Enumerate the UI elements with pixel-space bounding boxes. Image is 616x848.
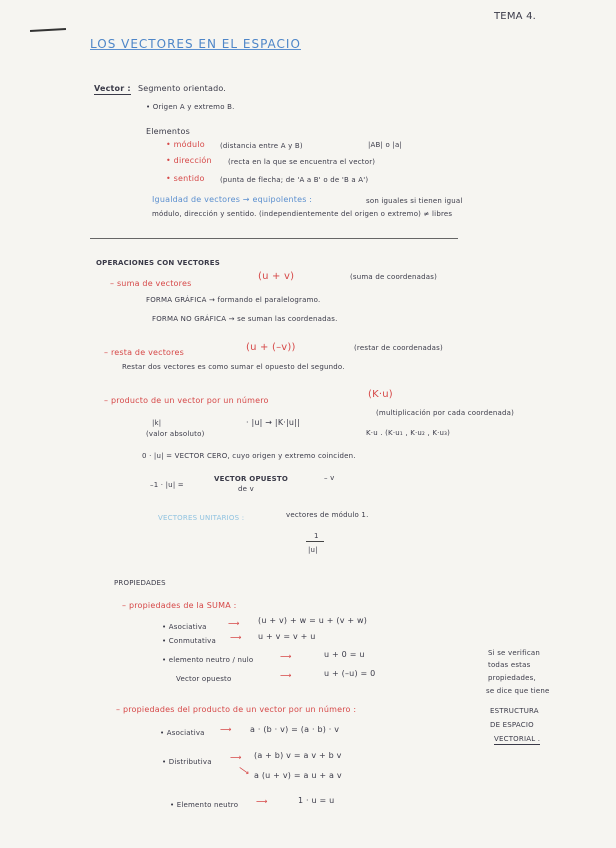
side-note-line: Si se verifican: [488, 649, 541, 657]
producto-props-label: – propiedades del producto de un vector por un número :: [116, 705, 357, 714]
opuesto-prop-formula: u + (–u) = 0: [324, 669, 376, 678]
equality-text2: módulo, dirección y sentido. (independientemente del origen o extremo) ≠ libres: [152, 210, 453, 218]
asociativa-prod-name: • Asociativa: [160, 729, 205, 737]
suma-note: (suma de coordenadas): [350, 273, 438, 281]
resta-desc: Restar dos vectores es como sumar el opuesto del segundo.: [122, 363, 345, 371]
k-abs: |k|: [152, 419, 162, 427]
fraction-bar: [306, 541, 324, 542]
propiedades-heading: PROPIEDADES: [114, 579, 166, 587]
neutro-suma-name: • elemento neutro / nulo: [162, 656, 254, 664]
producto-formula: (K·u): [368, 389, 393, 400]
side-note-line: DE ESPACIO: [490, 721, 534, 729]
distributiva-name: • Distributiva: [162, 758, 212, 766]
unitario-denominator: |u|: [308, 546, 318, 554]
conmutativa-formula: u + v = v + u: [258, 632, 316, 641]
sentido-name: • sentido: [166, 174, 205, 183]
side-note-line: VECTORIAL .: [494, 735, 541, 743]
side-note-line: se dice que tiene: [486, 687, 550, 695]
resta-formula: (u + (–v)): [246, 342, 296, 353]
page-title: LOS VECTORES EN EL ESPACIO: [90, 37, 301, 51]
arrow-icon: ⟶: [228, 619, 240, 628]
resta-label: – resta de vectores: [104, 348, 184, 357]
modulo-desc: (distancia entre A y B): [220, 142, 303, 150]
arrow-icon: ⟶: [256, 797, 268, 806]
arrow-icon: ⟶: [280, 652, 292, 661]
producto-note: (multiplicación por cada coordenada): [376, 409, 515, 417]
arrow-icon: ⟶: [230, 633, 242, 642]
vector-label: Vector :: [94, 84, 131, 93]
operaciones-heading: OPERACIONES CON VECTORES: [96, 259, 220, 267]
producto-coords: K·u . (K·u₁ , K·u₂ , K·u₃): [366, 429, 451, 437]
branch-arrow-icon: ⟶: [236, 763, 252, 778]
suma-no-grafica: FORMA NO GRÁFICA → se suman las coordenadas.: [152, 315, 338, 323]
vector-origin: • Origen A y extremo B.: [146, 103, 235, 111]
equality-text1: son iguales si tienen igual: [366, 197, 463, 205]
neutro-prod-formula: 1 · u = u: [298, 796, 335, 805]
side-note-line: propiedades,: [488, 674, 536, 682]
distributiva-formula2: a (u + v) = a u + a v: [254, 771, 342, 780]
arrow-icon: ⟶: [280, 671, 292, 680]
conmutativa-name: • Conmutativa: [162, 637, 216, 645]
producto-mod-formula: · |u| → |K·|u||: [246, 418, 300, 427]
opuesto-right: – v: [324, 474, 335, 482]
elements-label: Elementos: [146, 127, 190, 136]
opuesto-de: de v: [238, 485, 254, 493]
corner-stroke: [30, 28, 66, 32]
modulo-name: • módulo: [166, 140, 205, 149]
modulo-notation: |AB| o |a|: [368, 141, 403, 149]
distributiva-formula1: (a + b) v = a v + b v: [254, 751, 342, 760]
asociativa-prod-formula: a · (b · v) = (a · b) · v: [250, 725, 340, 734]
neutro-prod-name: • Elemento neutro: [170, 801, 239, 809]
side-note-line: todas estas: [488, 661, 531, 669]
direccion-desc: (recta en la que se encuentra el vector): [228, 158, 376, 166]
unitario-numerator: 1: [314, 532, 319, 540]
opuesto-prop-name: Vector opuesto: [176, 675, 232, 683]
resta-note: (restar de coordenadas): [354, 344, 443, 352]
asociativa-formula: (u + v) + w = u + (v + w): [258, 616, 368, 625]
sentido-desc: (punta de flecha; de 'A a B' o de 'B a A'): [220, 176, 369, 184]
direccion-name: • dirección: [166, 156, 212, 165]
arrow-icon: ⟶: [230, 753, 242, 762]
section-divider: [90, 238, 458, 239]
producto-label: – producto de un vector por un número: [104, 396, 269, 405]
suma-grafica: FORMA GRÁFICA → formando el paralelogramo.: [146, 296, 321, 304]
suma-label: – suma de vectores: [110, 279, 192, 288]
unitarios-text: vectores de módulo 1.: [286, 511, 369, 519]
suma-formula: (u + v): [258, 271, 295, 282]
suma-props-label: – propiedades de la SUMA :: [122, 601, 237, 610]
neutro-suma-formula: u + 0 = u: [324, 650, 365, 659]
arrow-icon: ⟶: [220, 725, 232, 734]
valor-absoluto-note: (valor absoluto): [146, 430, 205, 438]
asociativa-name: • Asociativa: [162, 623, 207, 631]
topic-label: TEMA 4.: [494, 11, 537, 22]
vector-cero-line: 0 · |u| = VECTOR CERO, cuyo origen y extremo coinciden.: [142, 452, 356, 460]
side-note-line: ESTRUCTURA: [490, 707, 539, 715]
opuesto-label: VECTOR OPUESTO: [214, 475, 289, 483]
equality-label: Igualdad de vectores → equipolentes :: [152, 195, 313, 204]
vector-definition: Segmento orientado.: [138, 84, 227, 93]
opuesto-left: –1 · |u| =: [150, 481, 184, 489]
unitarios-label: VECTORES UNITARIOS :: [158, 514, 245, 522]
